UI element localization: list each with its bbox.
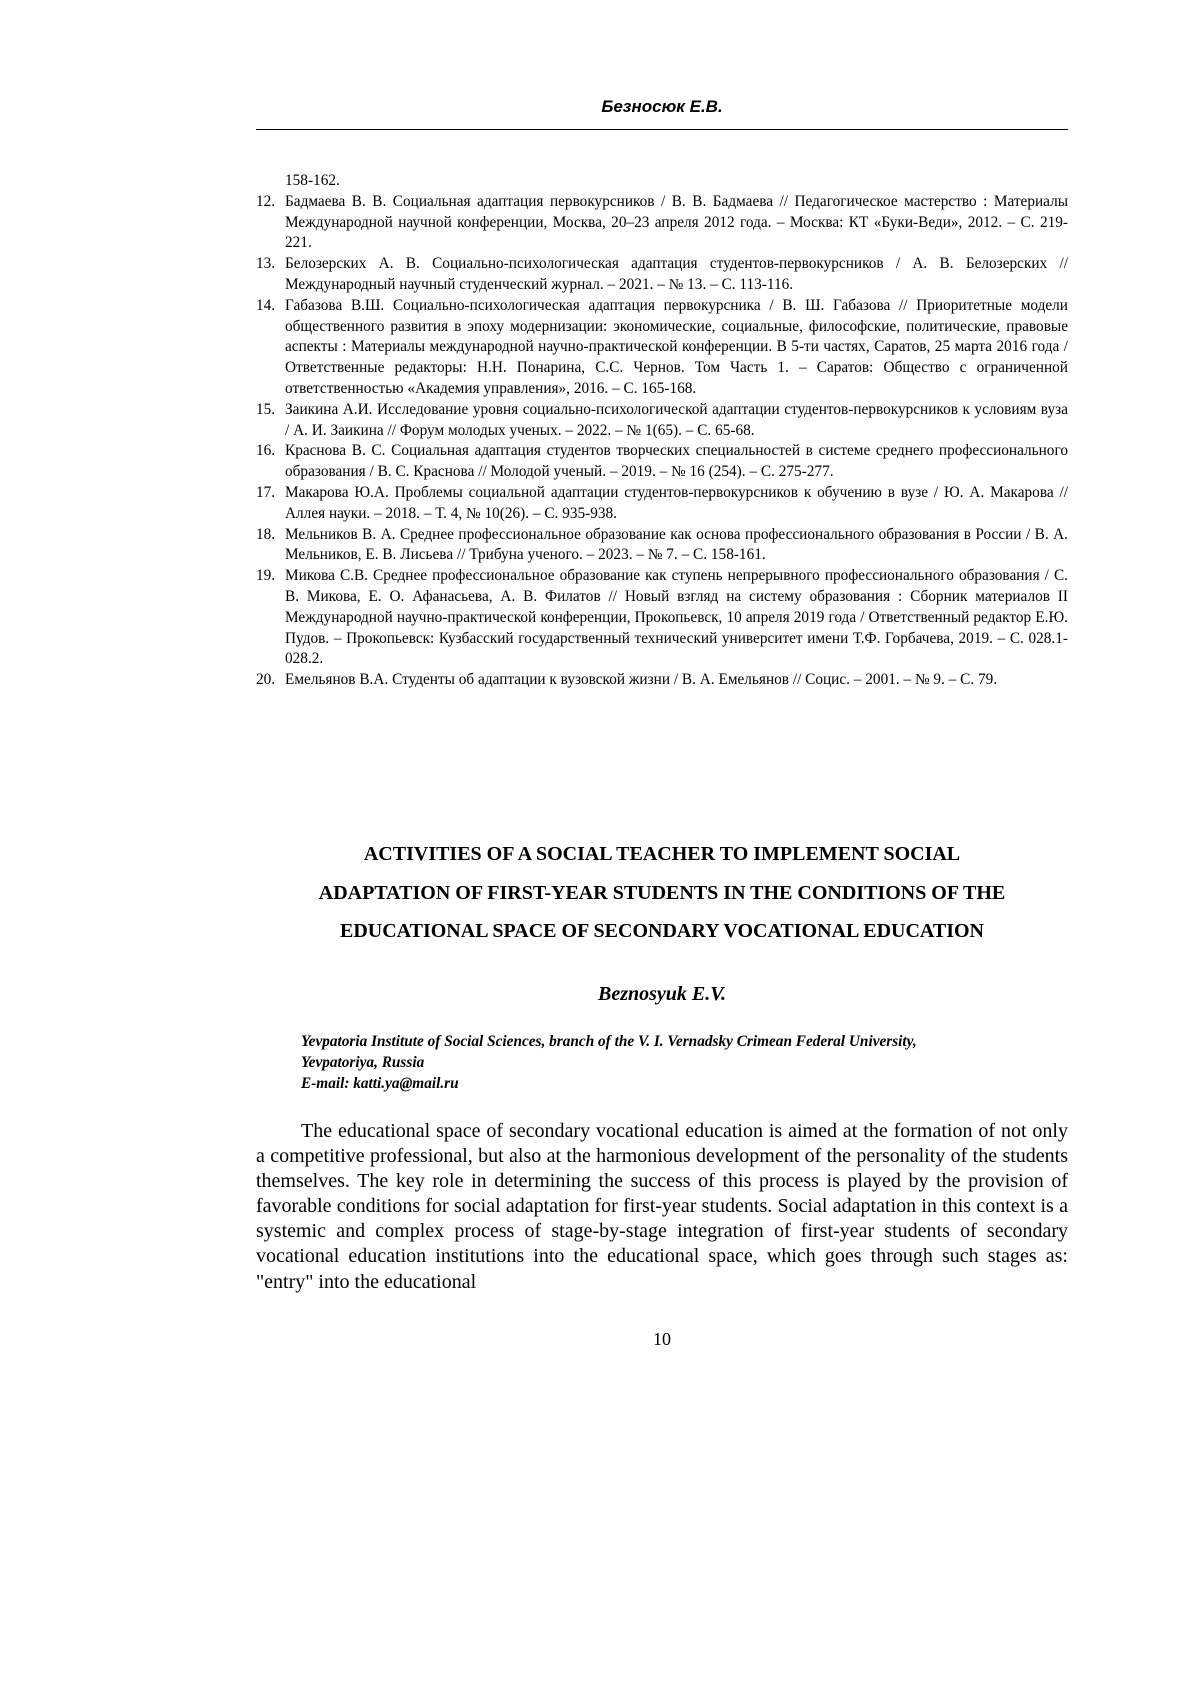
article-title-line: EDUCATIONAL SPACE OF SECONDARY VOCATIONAL EDUCATION <box>340 920 984 942</box>
article-title <box>256 835 1068 951</box>
reference-text: Мельников В. А. Среднее профессиональное образование как основа профессионального образования в России / В. А. Мельников, Е. В. Лисьева // Трибуна ученого. – 2023. – № 7. – С. 158-161. <box>285 525 1068 564</box>
reference-item <box>256 525 1068 567</box>
reference-continuation: 158-162. <box>285 172 340 189</box>
reference-number: 15. <box>256 400 276 418</box>
reference-text: Заикина А.И. Исследование уровня социально-психологической адаптации студентов-первокурсников к условиям вуза / А. И. Заикина // Форум молодых ученых. – 2022. – № 1(65). – С. 65-68. <box>285 400 1068 439</box>
affiliation-line: Yevpatoria Institute of Social Sciences, branch of the V. I. Vernadsky Crimean Federal University, <box>301 1033 917 1050</box>
reference-number: 14. <box>256 296 276 314</box>
reference-item <box>256 670 1068 691</box>
reference-item <box>256 483 1068 525</box>
reference-list <box>256 171 1068 691</box>
reference-number: 13. <box>256 255 276 273</box>
affiliation-line: Yevpatoriya, Russia <box>301 1054 425 1071</box>
article-author: Beznosyuk E.V. <box>597 983 726 1005</box>
reference-number: 19. <box>256 567 276 585</box>
running-header: Безносюк Е.В. <box>601 97 723 116</box>
author-affiliation <box>301 1031 1068 1094</box>
reference-item <box>256 254 1068 296</box>
reference-item <box>256 296 1068 400</box>
reference-item <box>256 192 1068 254</box>
body-paragraph: The educational space of secondary vocational education is aimed at the formation of not only a competitive professional, but also at the harmonious development of the personality of the students themselves. The key role in determining the success of this process is played by the provision of favorable conditions for social adaptation for first-year students. Social adaptation in this context is a systemic and complex process of stage-by-stage integration of first-year students of secondary vocational education institutions into the educational space, which goes through such stages as: "entry" into the educational <box>256 1120 1068 1293</box>
reference-text: Габазова В.Ш. Социально-психологическая адаптация первокурсника / В. Ш. Габазова // Приоритетные модели общественного развития в эпоху модернизации: экономические, социальные, философские, политические, правовые аспекты : Материалы международной научно-практической конференции. В 5-ти частях, Саратов, 25 марта 2016 года / Ответственные редакторы: Н.Н. Понарина, С.С. Чернов. Том Часть 1. – Саратов: Общество с ограниченной ответственностью «Академия управления», 2016. – С. 165-168. <box>285 296 1068 397</box>
reference-number: 20. <box>256 671 276 689</box>
page-number: 10 <box>653 1329 671 1349</box>
reference-text: Бадмаева В. В. Социальная адаптация первокурсников / В. В. Бадмаева // Педагогическое мастерство : Материалы Международной научной конференции, Москва, 20–23 апреля 2012 года. – Москва: КТ «Буки-Веди», 2012. – С. 219-221. <box>285 192 1068 252</box>
reference-number: 16. <box>256 442 276 460</box>
reference-text: Белозерских А. В. Социально-психологическая адаптация студентов-первокурсников / А. В. Белозерских // Международный научный студенческий журнал. – 2021. – № 13. – С. 113-116. <box>285 255 1068 293</box>
reference-item <box>256 441 1068 483</box>
article-title-line: ADAPTATION OF FIRST-YEAR STUDENTS IN THE CONDITIONS OF THE <box>318 881 1006 904</box>
reference-text: Краснова В. С. Социальная адаптация студентов творческих специальностей в системе среднего профессионального образования / В. С. Краснова // Молодой ученый. – 2019. – № 16 (254). – С. 275-277. <box>285 442 1068 481</box>
reference-item <box>256 566 1068 670</box>
reference-number: 12. <box>256 192 276 210</box>
article-title-line: ACTIVITIES OF A SOCIAL TEACHER TO IMPLEMENT SOCIAL <box>363 843 961 865</box>
reference-text: Микова С.В. Среднее профессиональное образование как ступень непрерывного профессионального образования / С. В. Микова, Е. О. Афанасьева, А. В. Филатов // Новый взгляд на систему образования : Сборник материалов II Международной научно-практической конференции, Прокопьевск, 10 апреля 2019 года / Ответственный редактор Е.Ю. Пудов. – Прокопьевск: Кузбасский государственный технический университет имени Т.Ф. Горбачева, 2019. – С. 028.1-028.2. <box>285 567 1068 668</box>
header-rule <box>256 129 1068 130</box>
reference-number: 18. <box>256 525 276 543</box>
reference-text: Емельянов В.А. Студенты об адаптации к вузовской жизни / В. А. Емельянов // Социс. – 2001. – № 9. – С. 79. <box>285 671 998 689</box>
reference-text: Макарова Ю.А. Проблемы социальной адаптации студентов-первокурсников к обучению в вузе / Ю. А. Макарова // Аллея науки. – 2018. – Т. 4, № 10(26). – С. 935-938. <box>285 483 1068 522</box>
reference-number: 17. <box>256 483 276 501</box>
author-email: E-mail: katti.ya@mail.ru <box>301 1075 459 1092</box>
reference-item <box>256 400 1068 442</box>
